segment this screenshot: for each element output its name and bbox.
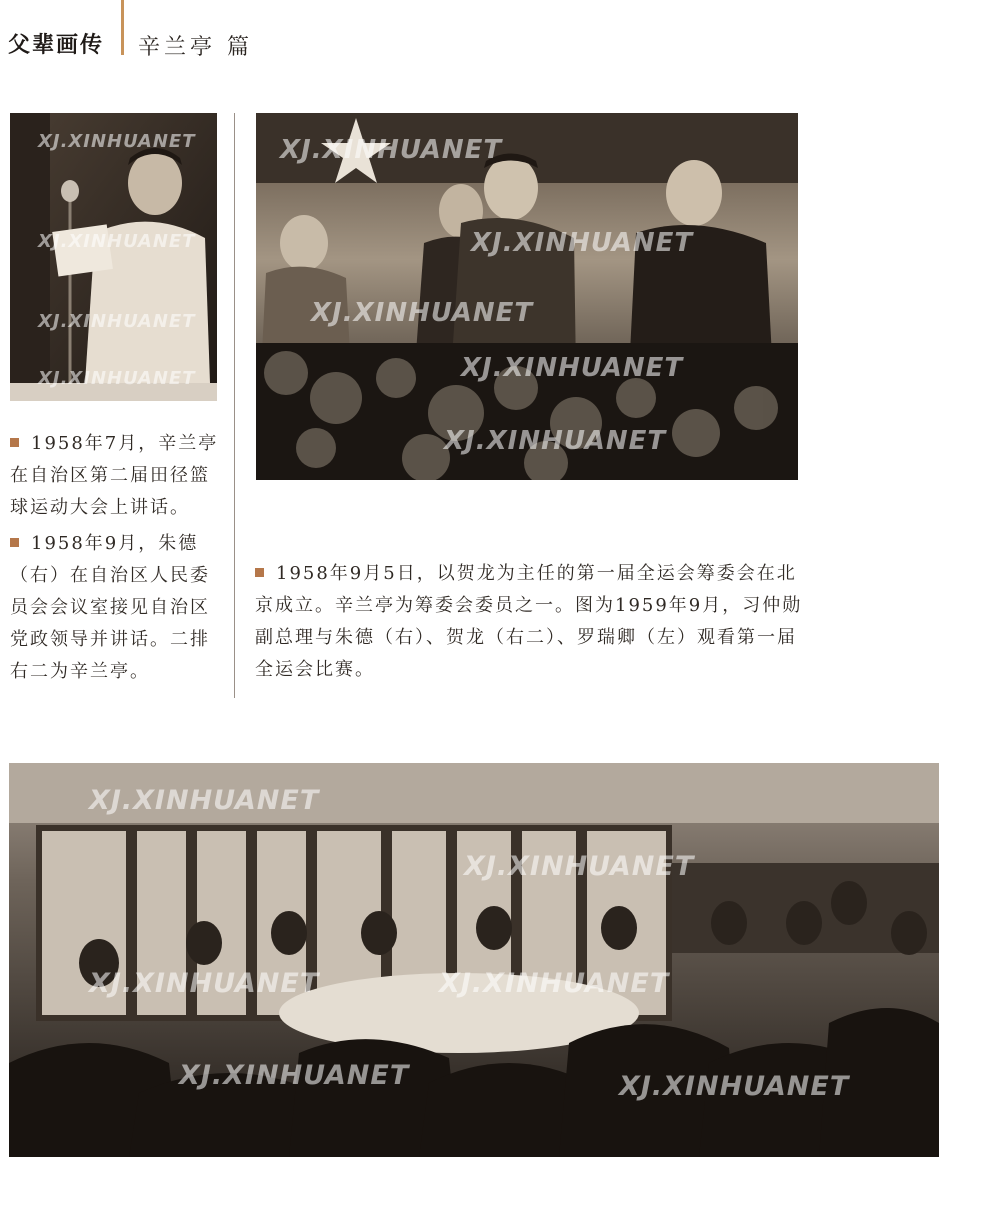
- watermark: XJ.XINHUANET: [444, 426, 667, 456]
- photo-speech: [10, 113, 217, 401]
- caption-zhude-meeting-text: 1958年9月，朱德（右）在自治区人民委员会会议室接见自治区党政领导并讲话。二排右二为辛兰亭。: [10, 533, 210, 682]
- watermark: XJ.XINHUANET: [89, 968, 320, 999]
- watermark: XJ.XINHUANET: [280, 135, 503, 165]
- watermark: XJ.XINHUANET: [38, 311, 196, 332]
- series-title: 父辈画传: [8, 33, 105, 58]
- chapter-title: 辛兰亭 篇: [138, 35, 253, 60]
- watermark: XJ.XINHUANET: [38, 368, 196, 389]
- page-header: [0, 0, 990, 70]
- column-divider: [234, 113, 235, 698]
- bullet-marker: [10, 538, 19, 547]
- watermark: XJ.XINHUANET: [464, 851, 695, 882]
- watermark: XJ.XINHUANET: [89, 785, 320, 816]
- watermark: XJ.XINHUANET: [38, 231, 196, 252]
- caption-speech-text: 1958年7月，辛兰亭在自治区第二届田径篮球运动大会上讲话。: [10, 433, 219, 518]
- caption-games-committee: [255, 558, 810, 686]
- photo-leaders-applauding: [256, 113, 798, 480]
- caption-games-committee-text: 1958年9月5日，以贺龙为主任的第一届全运会筹委会在北京成立。辛兰亭为筹委会委员之一。图为1959年9月，习仲勋副总理与朱德（右）、贺龙（右二）、罗瑞卿（左）观看第一届全运会比赛。: [255, 563, 803, 680]
- watermark: XJ.XINHUANET: [461, 353, 684, 383]
- header-divider: [121, 0, 124, 55]
- caption-speech: [10, 428, 228, 524]
- watermark: XJ.XINHUANET: [38, 131, 196, 152]
- watermark: XJ.XINHUANET: [311, 298, 534, 328]
- watermark: XJ.XINHUANET: [439, 968, 670, 999]
- watermark: XJ.XINHUANET: [619, 1071, 850, 1102]
- caption-zhude-meeting: [10, 528, 228, 688]
- bullet-marker: [255, 568, 264, 577]
- watermark: XJ.XINHUANET: [179, 1060, 410, 1091]
- bullet-marker: [10, 438, 19, 447]
- photo-meeting-room: [9, 763, 939, 1157]
- watermark: XJ.XINHUANET: [471, 228, 694, 258]
